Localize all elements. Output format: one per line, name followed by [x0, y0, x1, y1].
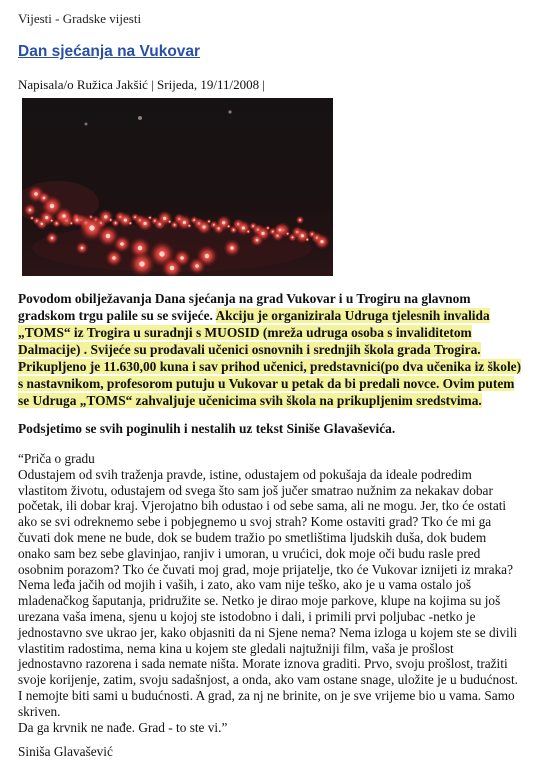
quote-line: vlastitim radostima, nema kina u kojem ste gledali najtužniji film, vaša je prošlost	[18, 640, 454, 656]
quote-line: početak, ili dobar kraj. Vjerojatno bih odustao i od sebe sama, ali ne mogu. Jer, tko će ostati	[18, 498, 507, 514]
candle-flame	[228, 226, 230, 228]
candle-flame	[51, 220, 53, 222]
candle-flame	[306, 239, 308, 241]
candle-flame	[320, 240, 323, 243]
quote-line: I nemojte biti sami u budućnosti. A grad, za nj ne brinite, on je sve vrijeme bio u vama. Samo	[18, 687, 515, 703]
section-breadcrumb: Vijesti - Gradske vijesti	[18, 11, 142, 26]
candle-flame	[170, 266, 175, 271]
quote-line: vlastitom životu, odustajem od svega što sam još jučer smatrao nužnim za nekakav dobar	[18, 482, 493, 498]
candle-flame	[138, 246, 143, 251]
lead-line	[18, 375, 538, 392]
candle-flame	[279, 229, 282, 232]
quote-line: “Priča o gradu	[18, 451, 95, 466]
candle-flame	[183, 221, 186, 224]
candle-flame	[169, 221, 171, 223]
candle-flame	[261, 232, 264, 235]
quote-line: mladenačkog šaputanja, pridružite se. Netko je dirao moje parkove, klupe na kojima su još	[18, 593, 501, 609]
candle-flame	[233, 229, 235, 231]
lead-highlight: s nastavnikom, profesorom putuju u Vukovar u petak da bi predali novce. Ovim putem	[18, 376, 515, 391]
candle-flame	[34, 192, 38, 196]
candle-flame	[110, 219, 112, 221]
article-title[interactable]: Dan sjećanja na Vukovar	[18, 43, 201, 60]
candle-flame	[51, 237, 54, 240]
night-candles-photo	[22, 98, 333, 276]
candle-flame	[130, 222, 132, 224]
photo-graphic	[22, 98, 333, 276]
article-lead	[18, 290, 538, 409]
candle-flame	[106, 234, 111, 239]
candle-flame	[50, 204, 55, 209]
candle-flame	[242, 226, 245, 229]
candle-flame	[299, 219, 301, 221]
candle-flame	[56, 223, 58, 225]
lead-line	[18, 324, 538, 341]
lead-line	[18, 392, 538, 409]
candle-flame	[247, 231, 249, 233]
lead-text: Povodom obilježavanja Dana sjećanja na grad Vukovar i u Trogiru na glavnom	[18, 291, 471, 306]
lead-text: gradskom trgu palile su se svijeće.	[18, 308, 216, 323]
lead-highlight: „TOMS“ iz Trogira u suradnji s MUOSID (mreža udruga osoba s invaliditetom	[18, 325, 472, 340]
lead-highlight: se Udruga „TOMS“ zahvaljuje učenicima svih škola na prikupljenim sredstvima.	[18, 393, 482, 408]
candle-flame	[195, 264, 199, 268]
candle-flame	[208, 221, 210, 223]
candle-flame	[115, 222, 117, 224]
quote-line: jednostavno razorena i sada nemate ništa. Morate iznova graditi. Prvo, svoju prošlost, tražiti	[18, 656, 508, 672]
lead-line	[18, 290, 538, 307]
candle-flame	[45, 216, 48, 219]
candle-flame	[104, 215, 107, 218]
lead-highlight: Dalmacije) . Svijeće su prodavali učenici osnovnih i srednjih škola grada Trogira.	[18, 342, 481, 357]
candle-flame	[149, 217, 151, 219]
candle-flame	[81, 247, 84, 250]
quote-line: Nema leđa jačih od mojih i vaših, i zato, ako vam nije teško, ako je u vama ostalo još	[18, 577, 472, 593]
candle-flame	[188, 225, 190, 227]
candle-flame	[62, 214, 66, 218]
quote-line: osobnim porazom? Tko će čuvati moj grad, moje prijatelje, tko će Vukovar iznijeti iz mraka?	[18, 561, 513, 577]
candle-flame	[120, 242, 124, 246]
quote-line: svoje korijenje, zatim, svoju sadašnjost, a onda, ako vam ostane snage, uložite je u budućnost.	[18, 672, 518, 688]
candle-flame	[301, 234, 304, 237]
author-signature: Siniša Glavašević	[18, 744, 113, 759]
candle-flame	[124, 218, 127, 221]
candle-flame	[31, 217, 33, 219]
quote-line: Da ga krvnik ne nađe. Grad - to ste vi.”	[18, 719, 228, 735]
candle-flame	[163, 217, 166, 220]
candle-flame	[205, 254, 210, 259]
candle-flame	[222, 221, 225, 224]
quote-line: skriven.	[18, 703, 61, 719]
candle-flame	[159, 251, 164, 256]
lead-highlight: Prikupljeno je 11.630,00 kuna i sav prihod učenici, predstavnici(po dva učenika iz škole)	[18, 359, 522, 374]
quote-line: onako sam bez sebe glavinjao, ranjiv i umoran, u vrućici, dok moje oči budu rasle pred	[18, 545, 481, 561]
candle-flame	[256, 239, 259, 242]
lead-line	[18, 358, 538, 375]
candle-flame	[76, 219, 79, 222]
lead-line	[18, 341, 538, 358]
article-byline: Napisala/o Ružica Jakšić | Srijeda, 19/11/2008 |	[18, 77, 265, 92]
candle-flame	[267, 227, 269, 229]
candle-flame	[292, 236, 294, 238]
lead-highlight: Akciju je organizirala Udruga tjelesnih invalida	[215, 308, 490, 323]
candle-flame	[143, 222, 146, 225]
candle-flame	[112, 256, 116, 260]
quote-line: urezana vaša imena, sjenu u kojoj ste istodobno i dali, i primili prvi poljubac -netko je	[18, 608, 476, 624]
lead-line	[18, 307, 538, 324]
candle-flame	[29, 209, 32, 212]
candle-flame	[287, 233, 289, 235]
quote-line: ako se svi odreknemo sebe i pobjegnemo u svoj strah? Kome ostaviti grad? Tko će mi ga	[18, 514, 492, 530]
quote-line: jednostavno sve ukrao jer, kako objasniti da ni Sjene nema? Nema izloga u kojem ste se divili	[18, 624, 518, 640]
reminder-paragraph: Podsjetimo se svih poginulih i nestalih uz tekst Siniše Glavaševića.	[18, 421, 396, 436]
poem-quote	[18, 451, 543, 735]
quote-line: čuvati dok mene ne bude, dok se budem tražio po smetlištima ljudskih duša, dok budem	[18, 529, 487, 545]
candle-flame	[89, 225, 94, 230]
candle-flame	[139, 261, 144, 266]
candle-flame	[174, 224, 176, 226]
candle-flame	[180, 256, 184, 260]
candle-flame	[202, 225, 205, 228]
quote-line: Odustajem od svih traženja pravde, istine, odustajem od pokušaja da ideale podredim	[18, 466, 472, 482]
candle-flame	[230, 246, 234, 250]
